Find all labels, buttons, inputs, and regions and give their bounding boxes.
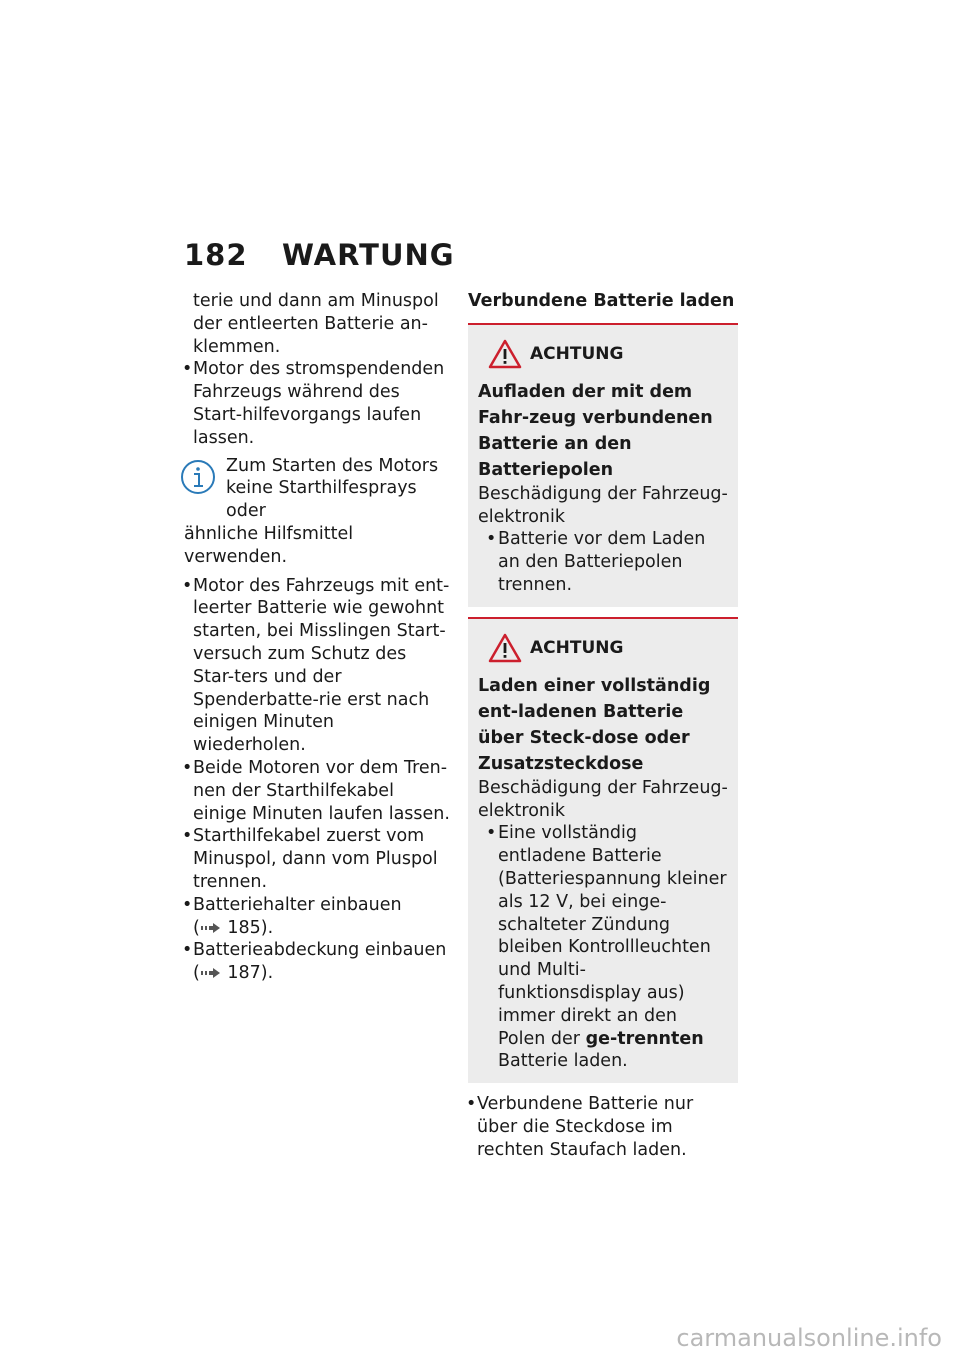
page-title: WARTUNG [282, 238, 455, 272]
warning-action [488, 822, 728, 1073]
warning-action-emphasis: ge-trennten [585, 1028, 704, 1049]
list-item: • Motor des stromspendenden Fahrzeugs während des Start-hilfevorgangs laufen lassen. [184, 358, 452, 449]
cross-reference-arrow-icon [200, 922, 222, 934]
warning-action: • Batterie vor dem Laden an den Batteriepolen trennen. [488, 528, 728, 596]
page-number: 182 [184, 238, 248, 272]
warning-triangle-icon [488, 633, 522, 663]
warning-cause: Aufladen der mit dem Fahr-zeug verbundenen Batterie an den Batteriepolen [478, 381, 713, 480]
warning-triangle-icon [488, 339, 522, 369]
warning-label: ACHTUNG [530, 343, 624, 364]
note-line: ähnliche Hilfsmittel verwenden. [184, 523, 354, 567]
warning-label: ACHTUNG [530, 637, 624, 658]
warning-action-text: Eine vollständig entladene Batterie (Batteriespannung kleiner als 12 V, bei einge-schalteter Zündung bleiben Kontrollleuchten und Multi-funktionsdisplay aus) immer direkt an den Polen der [498, 823, 727, 1049]
list-item [184, 939, 452, 985]
right-column [468, 290, 738, 1162]
warning-cause: Laden einer vollständig ent-ladenen Batterie über Steck-dose oder Zusatzsteckdose [478, 675, 711, 774]
warning-consequence: Beschädigung der Fahrzeug-elektronik [478, 483, 728, 527]
list-item: • Starthilfekabel zuerst vom Minuspol, dann vom Pluspol trennen. [184, 825, 452, 893]
xref-paren: ( [193, 917, 200, 938]
continuation-text: terie und dann am Minuspol der entleerten Batterie an-klemmen. [193, 291, 439, 357]
left-column [184, 290, 452, 985]
page-reference[interactable]: 185). [227, 917, 274, 938]
cross-reference-arrow-icon [200, 967, 222, 979]
list-item: • Verbundene Batterie nur über die Steckdose im rechten Staufach laden. [468, 1093, 738, 1161]
list-item [184, 894, 452, 940]
section-title: Verbundene Batterie laden [468, 291, 735, 311]
list-item: • Motor des Fahrzeugs mit ent-leerter Batterie wie gewohnt starten, bei Misslingen Start-versuch zum Schutz des Star-ters und der Spenderbatte-rie erst nach einigen Minuten wiederholen. [184, 575, 452, 757]
warning-box [468, 617, 738, 1083]
page-header [184, 238, 455, 272]
warning-consequence: Beschädigung der Fahrzeug-elektronik [478, 777, 728, 821]
xref-paren: ( [193, 963, 200, 984]
list-item: • Beide Motoren vor dem Tren-nen der Starthilfekabel einige Minuten laufen lassen. [184, 757, 452, 825]
warning-box [468, 323, 738, 607]
list-item-text: Batteriehalter einbauen [193, 894, 402, 915]
info-icon [180, 459, 216, 495]
note-line: keine Starthilfesprays oder [226, 478, 417, 522]
warning-action-text: Batterie laden. [498, 1051, 628, 1072]
list-item-text: Batterieabdeckung einbauen [193, 940, 447, 961]
info-note [184, 455, 452, 569]
watermark: carmanualsonline.info [676, 1324, 942, 1352]
page-reference[interactable]: 187). [227, 963, 274, 984]
note-line: Zum Starten des Motors [226, 455, 439, 476]
